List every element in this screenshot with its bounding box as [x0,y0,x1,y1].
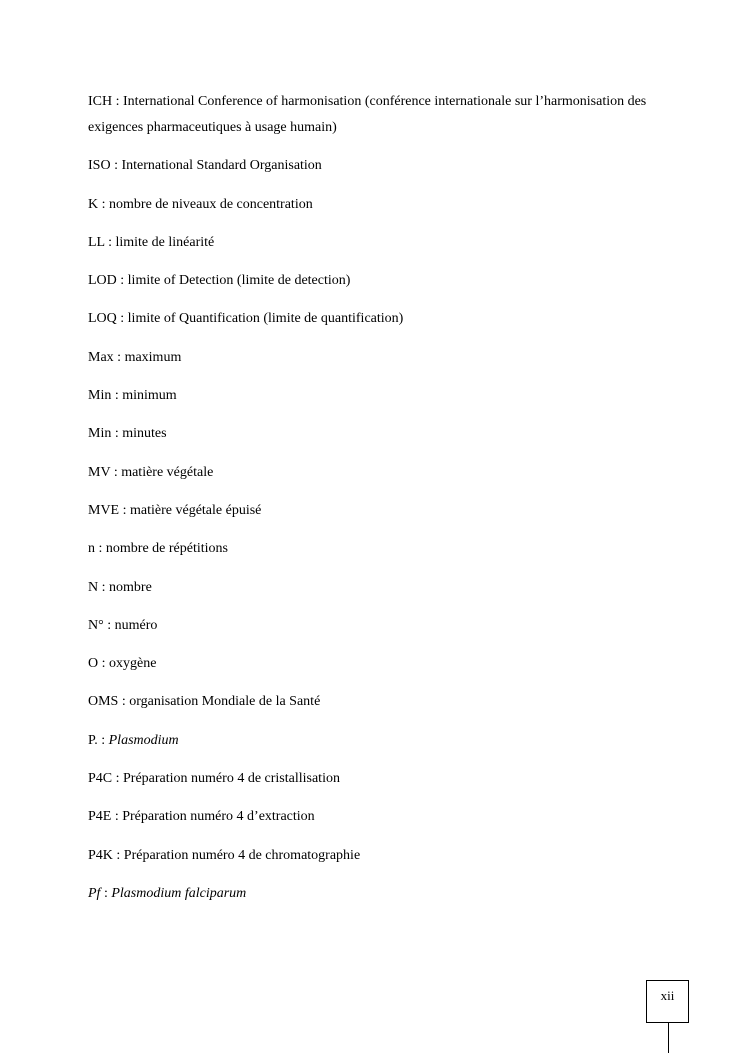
abbreviation-definition: Plasmodium falciparum [111,885,247,901]
abbreviation-entry-ich [88,89,698,141]
abbreviation-entry-p4k [88,843,698,869]
abbreviation-term: P. [88,732,98,748]
abbreviation-entry-numero [88,613,698,639]
abbreviation-separator: : [112,94,124,109]
abbreviation-entry-oms [88,689,698,715]
abbreviation-separator: : [112,847,124,863]
abbreviation-separator: : [100,885,112,901]
abbreviation-separator: : [113,349,125,365]
abbreviation-entry-o [88,651,698,677]
abbreviation-entry-pf [88,881,698,907]
abbreviation-separator: : [95,541,106,557]
abbreviation-term: LOQ [88,311,117,327]
abbreviation-entry-p4c [88,766,698,792]
abbreviation-separator: : [111,388,123,404]
abbreviation-definition: limite of Quantification (limite de quantification) [127,311,404,327]
abbreviation-separator: : [97,732,109,748]
abbreviation-term: O [88,656,99,672]
abbreviation-separator: : [110,464,122,480]
abbreviation-term: LL [88,234,105,250]
abbreviation-entry-n-lower [88,536,698,562]
abbreviation-entry-p [88,728,698,754]
abbreviation-definition: International Standard Organisation [121,158,322,174]
abbreviation-definition: oxygène [109,656,157,672]
abbreviation-entry-k [88,192,698,218]
abbreviation-separator: : [119,502,131,518]
abbreviation-term: ISO [88,158,111,174]
abbreviation-entry-mve [88,498,698,524]
abbreviation-separator: : [111,809,123,825]
abbreviation-entry-ll [88,230,698,256]
abbreviation-term: MVE [88,502,120,518]
abbreviation-separator: : [116,273,128,289]
abbreviation-term: n [88,541,95,557]
abbreviation-entry-max [88,345,698,371]
abbreviation-term: MV [88,464,111,480]
abbreviation-separator: : [103,617,115,633]
abbreviation-term: P4C [88,771,113,787]
abbreviation-term: Min [88,388,112,404]
abbreviation-definition: matière végétale [121,464,214,480]
page-number-box [646,980,689,1023]
abbreviation-term: N [88,579,99,595]
abbreviation-definition: International Conference of harmonisation (conférence internationale sur l’harmonisation des exigences pharmaceutiques à usage humain) [88,94,647,135]
abbreviation-term: ICH [88,94,113,109]
abbreviation-definition: nombre de répétitions [105,541,228,557]
abbreviation-definition: minutes [122,426,167,442]
abbreviation-term: P4E [88,809,112,825]
abbreviation-separator: : [116,311,128,327]
page-number: xii [660,988,675,1003]
abbreviation-definition: organisation Mondiale de la Santé [129,694,321,710]
abbreviation-entry-p4e [88,804,698,830]
abbreviation-separator: : [110,158,122,174]
abbreviation-term: K [88,196,99,212]
abbreviation-definition: Préparation numéro 4 d’extraction [122,809,315,825]
abbreviation-separator: : [104,234,116,250]
abbreviation-definition: matière végétale épuisé [130,502,262,518]
abbreviation-definition: minimum [122,388,177,404]
abbreviation-term: N° [88,617,104,633]
abbreviation-definition: limite de linéarité [115,234,215,250]
abbreviation-separator: : [98,196,110,212]
abbreviation-definition: nombre de niveaux de concentration [109,196,313,212]
abbreviation-term: LOD [88,273,117,289]
abbreviation-term: Max [88,349,114,365]
abbreviation-list [88,89,698,907]
abbreviation-separator: : [98,579,110,595]
abbreviation-term: Pf [88,885,101,901]
abbreviation-separator: : [111,426,123,442]
abbreviation-definition: limite of Detection (limite de detection) [127,273,351,289]
abbreviation-term: Min [88,426,112,442]
abbreviation-separator: : [112,771,124,787]
abbreviation-entry-lod [88,268,698,294]
abbreviation-definition: Préparation numéro 4 de cristallisation [123,771,340,787]
abbreviation-entry-loq [88,306,698,332]
abbreviation-separator: : [98,656,110,672]
abbreviation-entry-iso [88,153,698,179]
abbreviation-entry-mv [88,460,698,486]
abbreviation-term: OMS [88,694,119,710]
abbreviation-entry-min-minimum [88,383,698,409]
abbreviation-entry-min-minutes [88,421,698,447]
abbreviation-definition: Préparation numéro 4 de chromatographie [123,847,361,863]
page-number-connector-line [668,1023,669,1053]
abbreviation-term: P4K [88,847,113,863]
abbreviation-entry-n-upper [88,575,698,601]
abbreviation-definition: Plasmodium [108,732,179,748]
abbreviation-definition: nombre [109,579,152,595]
abbreviation-separator: : [118,694,130,710]
abbreviation-definition: maximum [124,349,182,365]
abbreviation-definition: numéro [114,617,158,633]
